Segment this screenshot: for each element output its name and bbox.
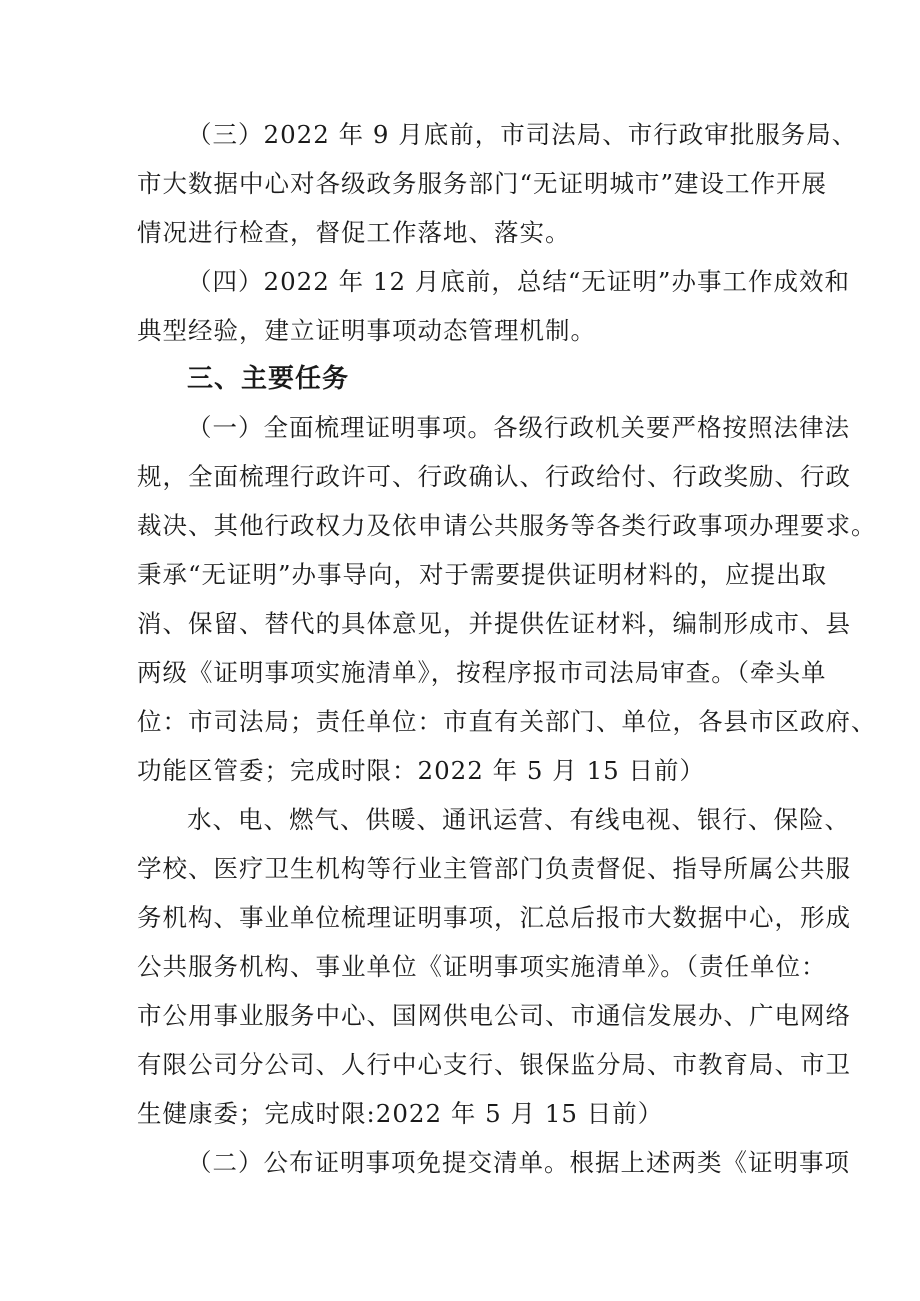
task-one-line-7: 位：市司法局；责任单位：市直有关部门、单位，各县市区政府、 [137, 707, 877, 736]
task-one-line-8: 功能区管委；完成时限：2022 年 5 月 15 日前） [137, 756, 706, 785]
public-service-line-2: 学校、医疗卫生机构等行业主管部门负责督促、指导所属公共服 [137, 854, 851, 883]
task-one-line-2: 规，全面梳理行政许可、行政确认、行政给付、行政奖励、行政 [137, 462, 851, 491]
public-service-line-3: 务机构、事业单位梳理证明事项，汇总后报市大数据中心，形成 [137, 903, 851, 932]
public-service-line-5: 市公用事业服务中心、国网供电公司、市通信发展办、广电网络 [137, 1001, 851, 1030]
task-one-line-3: 裁决、其他行政权力及依申请公共服务等各类行政事项办理要求。 [137, 511, 877, 540]
task-one-line-4: 秉承“无证明”办事导向，对于需要提供证明材料的，应提出取 [137, 560, 828, 589]
public-service-line-6: 有限公司分公司、人行中心支行、银保监分局、市教育局、市卫 [137, 1050, 851, 1079]
task-one-line-1: （一）全面梳理证明事项。各级行政机关要严格按照法律法 [187, 413, 850, 442]
task-one-line-5: 消、保留、替代的具体意见，并提供佐证材料，编制形成市、县 [137, 609, 851, 638]
paragraph-three-line-2: 市大数据中心对各级政务服务部门“无证明城市”建设工作开展 [137, 169, 828, 198]
public-service-line-7: 生健康委；完成时限:2022 年 5 月 15 日前） [137, 1099, 664, 1128]
task-two-line-1: （二）公布证明事项免提交清单。根据上述两类《证明事项 [187, 1148, 850, 1177]
paragraph-three-line-1: （三）2022 年 9 月底前，市司法局、市行政审批服务局、 [187, 120, 858, 149]
task-one-line-6: 两级《证明事项实施清单》，按程序报市司法局审查。（牵头单 [137, 658, 827, 687]
paragraph-three-line-3: 情况进行检查，督促工作落地、落实。 [137, 218, 571, 247]
paragraph-four-line-2: 典型经验，建立证明事项动态管理机制。 [137, 316, 596, 345]
public-service-line-1: 水、电、燃气、供暖、通讯运营、有线电视、银行、保险、 [187, 805, 850, 834]
section-heading: 三、主要任务 [187, 364, 350, 394]
paragraph-four-line-1: （四）2022 年 12 月底前，总结“无证明”办事工作成效和 [187, 267, 850, 296]
public-service-line-4: 公共服务机构、事业单位《证明事项实施清单》。（责任单位： [137, 952, 827, 981]
